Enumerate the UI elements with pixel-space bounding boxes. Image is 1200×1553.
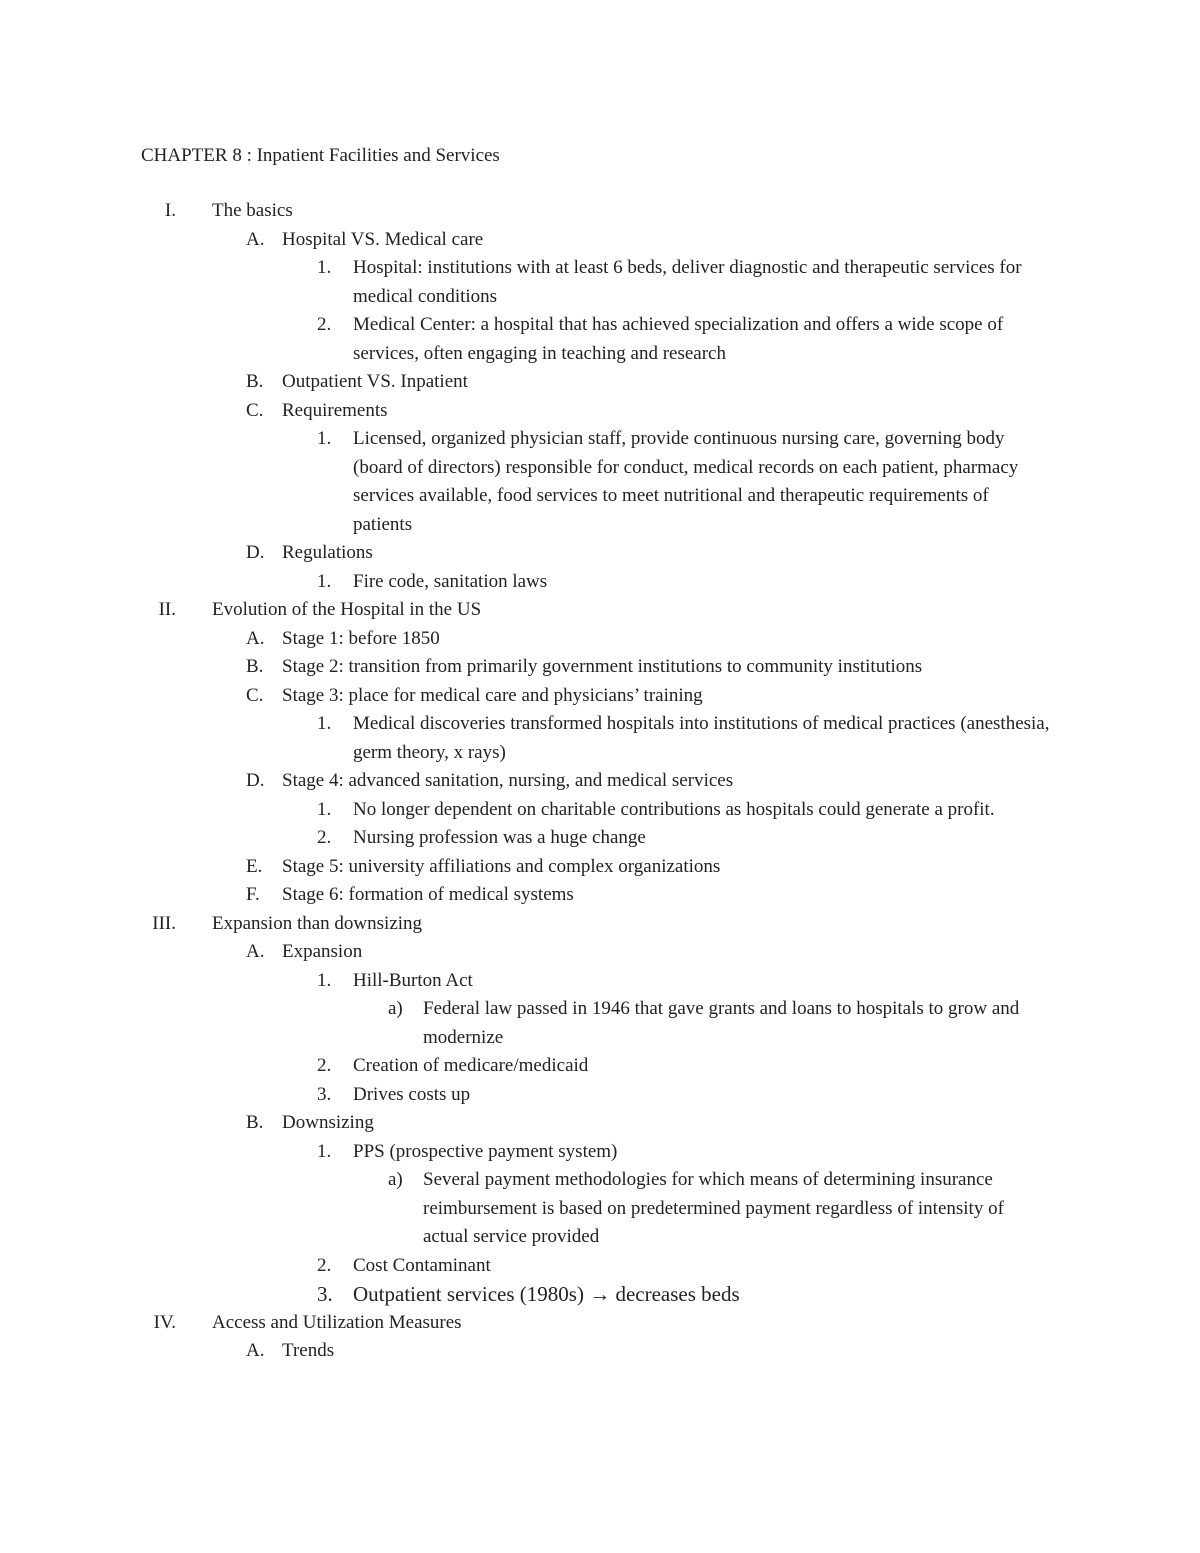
- outline-text: Medical discoveries transformed hospitals into institutions of medical practices (anesthesia, germ theory, x rays): [353, 713, 1050, 763]
- outline-text: Requirements: [282, 399, 388, 421]
- outline-marker: C.: [246, 684, 264, 706]
- outline-marker: D.: [246, 770, 265, 791]
- outline-text: Nursing profession was a huge change: [353, 827, 646, 848]
- outline-item-level-1: [0, 596, 1200, 625]
- outline-text: Stage 1: before 1850: [282, 627, 440, 649]
- outline-marker: III.: [152, 912, 176, 934]
- outline-marker: C.: [246, 399, 264, 421]
- outline-item-level-2: [0, 1109, 1200, 1138]
- outline-marker: 3.: [317, 1083, 332, 1105]
- outline-text: Outpatient services (1980s) → decreases beds: [353, 1282, 740, 1306]
- outline-list: [0, 197, 1200, 1366]
- outline-item-level-2: [0, 881, 1200, 910]
- outline-item-level-1: [0, 1309, 1200, 1338]
- outline-item-level-3: [0, 824, 1200, 853]
- outline-text: The basics: [212, 200, 293, 221]
- outline-marker: A.: [246, 228, 265, 250]
- outline-text: Expansion: [282, 941, 363, 962]
- outline-text: Expansion than downsizing: [212, 912, 423, 934]
- outline-text: Access and Utilization Measures: [212, 1311, 462, 1333]
- outline-item-level-2: [0, 368, 1200, 397]
- outline-marker: F.: [246, 884, 260, 905]
- outline-item-level-2: [0, 1337, 1200, 1366]
- outline-marker: a): [388, 998, 403, 1019]
- outline-marker: 3.: [317, 1282, 333, 1306]
- outline-item-level-1: [0, 910, 1200, 939]
- outline-marker: 2.: [317, 827, 332, 848]
- outline-marker: A.: [246, 627, 265, 649]
- outline-item-level-3: [0, 1280, 1200, 1309]
- outline-text: Regulations: [282, 542, 373, 563]
- outline-item-level-3: [0, 254, 1200, 311]
- outline-text: Stage 5: university affiliations and complex organizations: [282, 855, 721, 877]
- outline-item-level-2: [0, 853, 1200, 882]
- outline-marker: I.: [164, 200, 176, 221]
- outline-text: Drives costs up: [353, 1083, 471, 1105]
- outline-item-level-2: [0, 397, 1200, 426]
- outline-item-level-3: [0, 568, 1200, 597]
- outline-item-level-3: [0, 425, 1200, 539]
- outline-item-level-2: [0, 767, 1200, 796]
- outline-marker: A.: [246, 1340, 265, 1361]
- outline-marker: II.: [158, 599, 176, 620]
- outline-text: Creation of medicare/medicaid: [353, 1055, 589, 1076]
- outline-text: Hospital: institutions with at least 6 beds, deliver diagnostic and therapeutic services for medical conditions: [353, 257, 1022, 307]
- outline-item-level-3: [0, 1081, 1200, 1110]
- outline-item-level-2: [0, 226, 1200, 255]
- outline-text: Licensed, organized physician staff, provide continuous nursing care, governing body (board of directors) responsible for conduct, medical records on each patient, pharmacy services available, food services to meet nutritional and therapeutic requirements of patients: [353, 428, 1019, 535]
- outline-item-level-4: [0, 1166, 1200, 1252]
- outline-text: Stage 2: transition from primarily government institutions to community institutions: [282, 656, 923, 677]
- outline-marker: E.: [246, 855, 263, 877]
- outline-text: Hospital VS. Medical care: [282, 228, 484, 250]
- outline-marker: A.: [246, 941, 265, 962]
- outline-text: Trends: [282, 1340, 335, 1361]
- outline-marker: a): [388, 1169, 403, 1190]
- page-title: CHAPTER 8 : Inpatient Facilities and Services: [141, 145, 500, 166]
- outline-marker: 1.: [317, 257, 332, 278]
- outline-marker: 1.: [317, 798, 332, 820]
- outline-text: Several payment methodologies for which means of determining insurance reimbursement is based on predetermined payment regardless of intensity of actual service provided: [423, 1169, 1004, 1247]
- outline-text: Downsizing: [282, 1112, 374, 1133]
- outline-item-level-2: [0, 653, 1200, 682]
- outline-marker: B.: [246, 1112, 264, 1133]
- outline-marker: 1.: [317, 713, 332, 734]
- outline-marker: 1.: [317, 1140, 332, 1162]
- outline-marker: 2.: [317, 1055, 332, 1076]
- outline-item-level-3: [0, 1138, 1200, 1167]
- outline-item-level-3: [0, 796, 1200, 825]
- outline-text: Fire code, sanitation laws: [353, 570, 548, 592]
- outline-marker: IV.: [153, 1311, 176, 1333]
- outline-text: PPS (prospective payment system): [353, 1140, 618, 1162]
- outline-item-level-4: [0, 995, 1200, 1052]
- outline-item-level-1: [0, 197, 1200, 226]
- outline-text: Evolution of the Hospital in the US: [212, 599, 482, 620]
- outline-text: Cost Contaminant: [353, 1254, 491, 1276]
- outline-marker: 1.: [317, 969, 332, 991]
- outline-marker: B.: [246, 371, 264, 392]
- outline-marker: 1.: [317, 570, 332, 592]
- outline-item-level-2: [0, 625, 1200, 654]
- outline-item-level-3: [0, 1252, 1200, 1281]
- outline-item-level-2: [0, 682, 1200, 711]
- outline-item-level-3: [0, 311, 1200, 368]
- outline-text: Federal law passed in 1946 that gave grants and loans to hospitals to grow and modernize: [423, 998, 1020, 1048]
- outline-marker: 2.: [317, 1254, 332, 1276]
- outline-item-level-2: [0, 539, 1200, 568]
- outline-text: No longer dependent on charitable contributions as hospitals could generate a profit.: [353, 798, 995, 820]
- outline-text: Stage 6: formation of medical systems: [282, 884, 574, 905]
- outline-marker: 1.: [317, 428, 332, 449]
- outline-text: Outpatient VS. Inpatient: [282, 371, 468, 392]
- outline-marker: 2.: [317, 314, 332, 335]
- outline-item-level-2: [0, 938, 1200, 967]
- outline-text: Hill-Burton Act: [353, 969, 473, 991]
- outline-item-level-3: [0, 710, 1200, 767]
- outline-marker: D.: [246, 542, 265, 563]
- outline-item-level-3: [0, 967, 1200, 996]
- outline-text: Medical Center: a hospital that has achieved specialization and offers a wide scope of services, often engaging in teaching and research: [353, 314, 1004, 364]
- outline-text: Stage 3: place for medical care and physicians’ training: [282, 684, 703, 706]
- outline-item-level-3: [0, 1052, 1200, 1081]
- outline-marker: B.: [246, 656, 264, 677]
- outline-text: Stage 4: advanced sanitation, nursing, and medical services: [282, 770, 734, 791]
